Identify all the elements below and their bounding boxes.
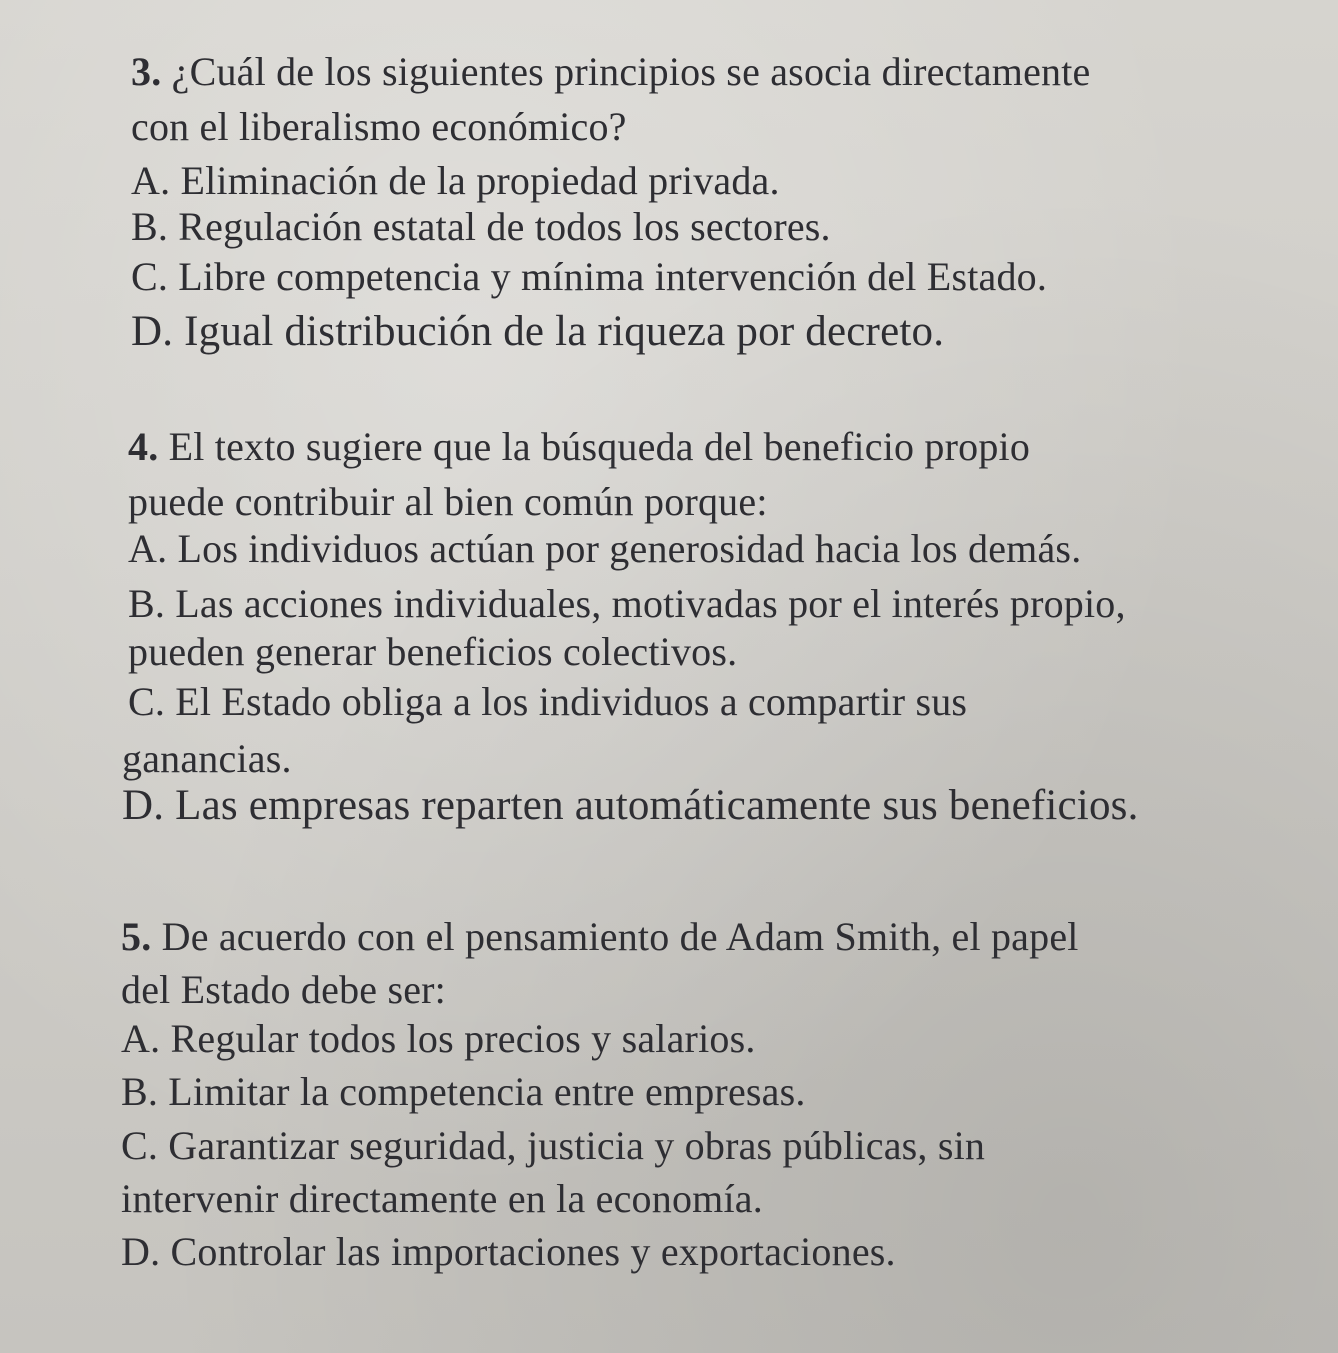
question-4-stem-text: El texto sugiere que la búsqueda del beneficio propio xyxy=(168,424,1031,469)
question-5-option-c-line-2: intervenir directamente en la economía. xyxy=(121,1176,763,1221)
question-4-option-b-line-1: B. Las acciones individuales, motivadas por el interés propio, xyxy=(128,581,1126,626)
question-5-option-b: B. Limitar la competencia entre empresas. xyxy=(121,1069,806,1114)
question-4-stem-line-2: puede contribuir al bien común porque: xyxy=(128,479,768,524)
question-4-option-a: A. Los individuos actúan por generosidad hacia los demás. xyxy=(128,526,1082,571)
question-4-option-b-line-2: pueden generar beneficios colectivos. xyxy=(128,629,738,674)
question-5-stem-line-2: del Estado debe ser: xyxy=(121,967,446,1012)
question-5-stem-text: De acuerdo con el pensamiento de Adam Smith, el papel xyxy=(161,914,1079,959)
question-3-stem-line-2: con el liberalismo económico? xyxy=(131,104,627,149)
question-3-stem-text: ¿Cuál de los siguientes principios se asocia directamente xyxy=(171,49,1091,94)
question-3-number: 3. xyxy=(131,49,162,94)
question-5-number: 5. xyxy=(121,914,152,959)
question-3-option-b: B. Regulación estatal de todos los sectores. xyxy=(131,204,831,249)
question-5-option-a: A. Regular todos los precios y salarios. xyxy=(121,1016,756,1061)
question-4-option-c-line-1: C. El Estado obliga a los individuos a compartir sus xyxy=(128,679,968,724)
question-3-stem-line-1 xyxy=(131,48,1091,96)
question-4-option-d: D. Las empresas reparten automáticamente sus beneficios. xyxy=(122,782,1139,829)
question-5-stem-line-1 xyxy=(121,913,1079,961)
question-4-option-c-line-2: ganancias. xyxy=(122,736,292,781)
question-5-option-d: D. Controlar las importaciones y exportaciones. xyxy=(121,1229,896,1274)
question-4-number: 4. xyxy=(128,424,159,469)
question-3-option-d: D. Igual distribución de la riqueza por decreto. xyxy=(131,308,945,355)
question-3-option-a: A. Eliminación de la propiedad privada. xyxy=(131,158,780,203)
question-5-option-c-line-1: C. Garantizar seguridad, justicia y obras públicas, sin xyxy=(121,1123,986,1168)
question-4-stem-line-1 xyxy=(128,423,1030,471)
question-3-option-c: C. Libre competencia y mínima intervención del Estado. xyxy=(131,254,1048,299)
